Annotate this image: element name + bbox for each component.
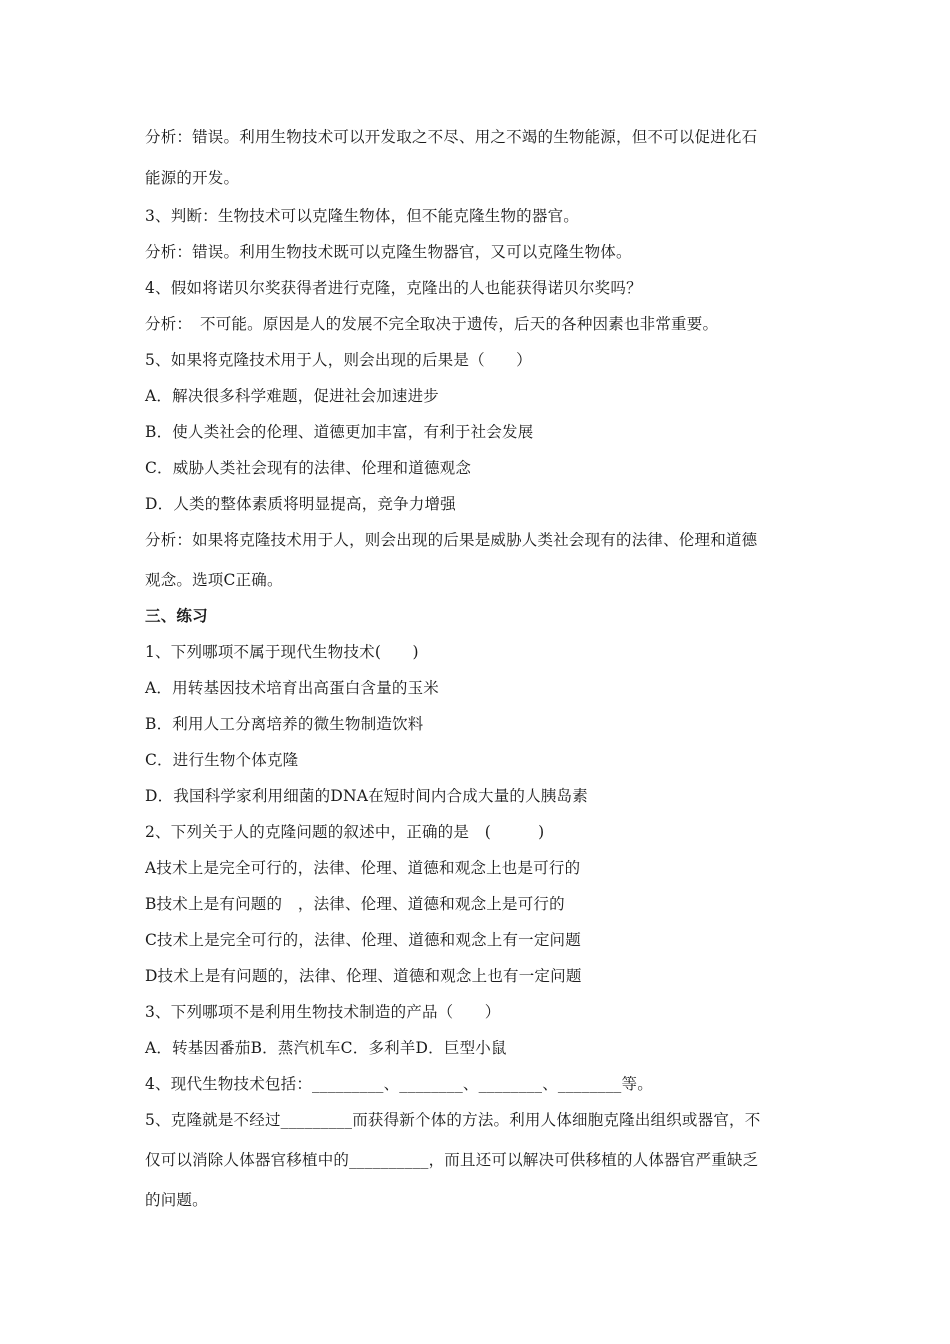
exercise-5-continued: 仅可以消除人体器官移植中的__________，而且还可以解决可供移植的人体器官严重缺乏: [145, 1151, 759, 1169]
analysis-line-continued: 能源的开发。: [145, 169, 240, 187]
option-c: C．威胁人类社会现有的法律、伦理和道德观念: [145, 459, 472, 477]
question-4: 4、假如将诺贝尔奖获得者进行克隆，克隆出的人也能获得诺贝尔奖吗？: [145, 279, 642, 297]
exercise-1-option-d: D．我国科学家利用细菌的DNA在短时间内合成大量的人胰岛素: [145, 787, 588, 805]
option-b: B．使人类社会的伦理、道德更加丰富，有利于社会发展: [145, 423, 534, 441]
exercise-2-option-c: C技术上是完全可行的，法律、伦理、道德和观念上有一定问题: [145, 931, 581, 949]
exercise-1-option-a: A．用转基因技术培育出高蛋白含量的玉米: [145, 679, 439, 697]
exercise-3-options: A．转基因番茄B．蒸汽机车C．多利羊D．巨型小鼠: [145, 1039, 507, 1057]
exercise-2-option-a: A技术上是完全可行的，法律、伦理、道德和观念上也是可行的: [145, 859, 581, 877]
exercise-2-option-b: B技术上是有问题的 ，法律、伦理、道德和观念上是可行的: [145, 895, 565, 913]
exercise-1: 1、下列哪项不属于现代生物技术( ): [145, 643, 419, 661]
question-5: 5、如果将克隆技术用于人，则会出现的后果是（ ）: [145, 351, 532, 369]
exercise-1-option-c: C．进行生物个体克隆: [145, 751, 299, 769]
exercise-4-fill-blank: 4、现代生物技术包括：_________、________、________、________等。: [145, 1075, 653, 1093]
option-d: D．人类的整体素质将明显提高，竞争力增强: [145, 495, 456, 513]
exercise-3: 3、下列哪项不是利用生物技术制造的产品（ ）: [145, 1003, 501, 1021]
analysis-line-continued: 观念。选项C正确。: [145, 571, 283, 589]
analysis-line: 分析：如果将克隆技术用于人，则会出现的后果是威胁人类社会现有的法律、伦理和道德: [145, 531, 758, 549]
exercise-5-end: 的问题。: [145, 1191, 208, 1209]
exercise-2-option-d: D技术上是有问题的，法律、伦理、道德和观念上也有一定问题: [145, 967, 582, 985]
analysis-line: 分析： 不可能。原因是人的发展不完全取决于遗传，后天的各种因素也非常重要。: [145, 315, 719, 333]
analysis-line: 分析：错误。利用生物技术可以开发取之不尽、用之不竭的生物能源，但不可以促进化石: [145, 128, 758, 146]
option-a: A．解决很多科学难题，促进社会加速进步: [145, 387, 439, 405]
analysis-line: 分析：错误。利用生物技术既可以克隆生物器官，又可以克隆生物体。: [145, 243, 632, 261]
exercise-2: 2、下列关于人的克隆问题的叙述中，正确的是 ( ): [145, 823, 545, 841]
exercise-5-fill-blank: 5、克隆就是不经过_________而获得新个体的方法。利用人体细胞克隆出组织或器官，不: [145, 1111, 761, 1129]
question-3-judgment: 3、判断：生物技术可以克隆生物体，但不能克隆生物的器官。: [145, 207, 579, 225]
exercise-1-option-b: B．利用人工分离培养的微生物制造饮料: [145, 715, 424, 733]
section-heading: 三、练习: [145, 607, 208, 625]
